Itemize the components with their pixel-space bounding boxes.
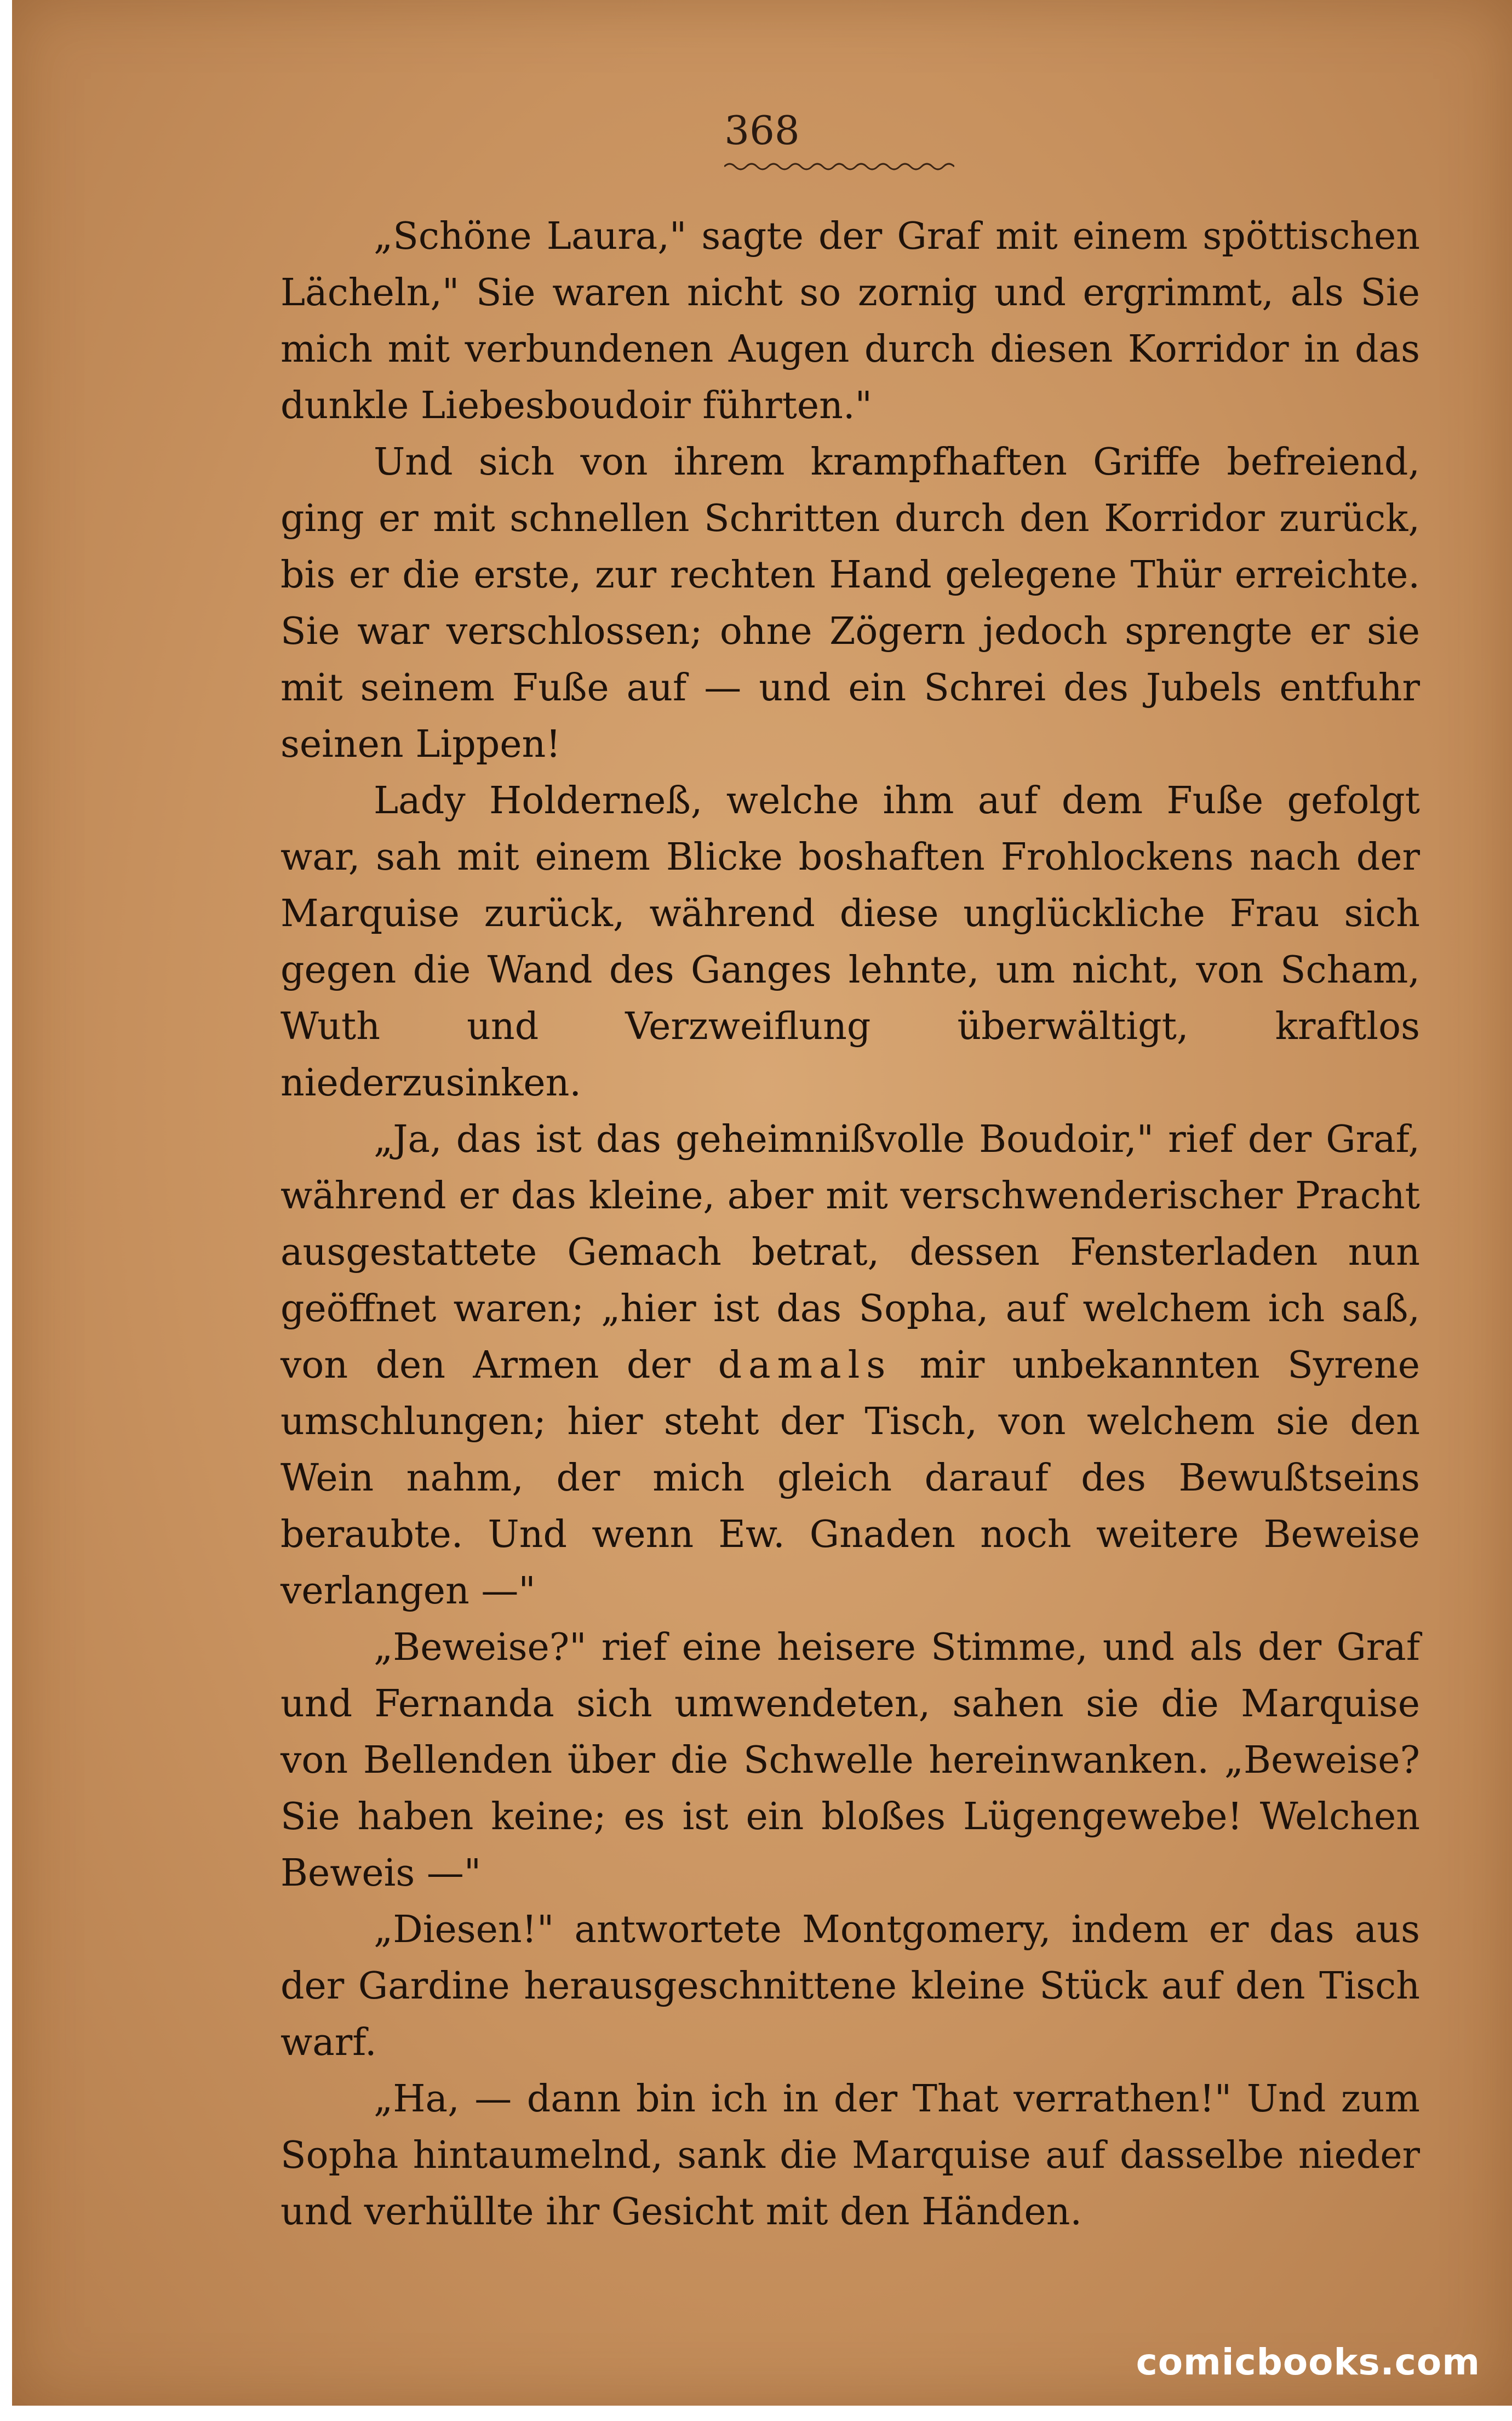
- book-page: [12, 0, 1512, 2406]
- paragraph-4: [280, 1111, 1420, 1619]
- paragraph-1: „Schöne Laura," sagte der Graf mit einem spöttischen Lächeln," Sie waren nicht so zornig und ergrimmt, als Sie mich mit verbundenen Augen durch diesen Korridor in das dunkle Liebesboudoir führten.": [280, 215, 1420, 427]
- paragraph-5: „Beweise?" rief eine heisere Stimme, und als der Graf und Fernanda sich umwendeten, sahen sie die Marquise von Bellenden über die Schwelle hereinwanken. „Beweise? Sie haben keine; es ist ein bloßes Lügengewebe! Welchen Beweis —": [280, 1626, 1420, 1895]
- paragraph-2: Und sich von ihrem krampfhaften Griffe befreiend, ging er mit schnellen Schritten durch den Korridor zurück, bis er die erste, zur rechten Hand gelegene Thür erreichte. Sie war verschlossen; ohne Zögern jedoch sprengte er sie mit seinem Fuße auf — und ein Schrei des Jubels entfuhr seinen Lippen!: [280, 441, 1420, 766]
- paragraph-4-before: „Ja, das ist das geheimnißvolle Boudoir," rief der Graf, während er das kleine, aber mit verschwenderischer Pracht ausgestattete Gemach betrat, dessen Fensterladen nun geöffnet waren; „hier ist das Sopha, auf welchem ich saß, von den Armen der: [280, 1118, 1420, 1387]
- emphasized-word: damals: [718, 1344, 892, 1387]
- wavy-rule-ornament: [724, 160, 954, 173]
- body-text: [280, 208, 1420, 2240]
- paragraph-7: „Ha, — dann bin ich in der That verrathen!" Und zum Sopha hintaumelnd, sank die Marquise auf dasselbe nieder und verhüllte ihr Gesicht mit den Händen.: [280, 2077, 1420, 2234]
- paragraph-4-after: mir unbekannten Syrene umschlungen; hier steht der Tisch, von welchem sie den Wein nahm, der mich gleich darauf des Bewußtseins beraubte. Und wenn Ew. Gnaden noch weitere Beweise verlangen —": [280, 1344, 1420, 1613]
- watermark: comicbooks.com: [1136, 2341, 1480, 2383]
- paragraph-3: Lady Holderneß, welche ihm auf dem Fuße gefolgt war, sah mit einem Blicke boshaften Frohlockens nach der Marquise zurück, während diese unglückliche Frau sich gegen die Wand des Ganges lehnte, um nicht, von Scham, Wuth und Verzweiflung überwältigt, kraftlos niederzusinken.: [280, 779, 1420, 1105]
- paragraph-6: „Diesen!" antwortete Montgomery, indem er das aus der Gardine herausgeschnittene kleine Stück auf den Tisch warf.: [280, 1908, 1420, 2064]
- page-number: 368: [724, 107, 800, 153]
